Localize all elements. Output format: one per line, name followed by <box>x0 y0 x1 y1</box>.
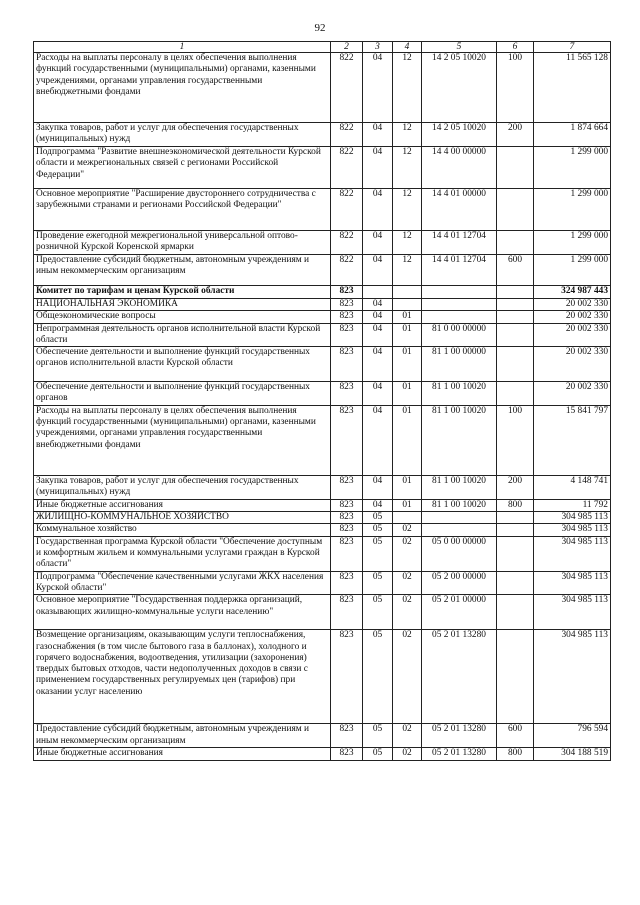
row-sum-cell: 20 002 330 <box>534 347 611 382</box>
row-rz-cell: 05 <box>363 524 393 536</box>
table-row <box>34 286 611 299</box>
col-header-rz: 3 <box>363 42 393 53</box>
row-csr-cell: 81 1 00 10020 <box>422 382 497 406</box>
table-row <box>34 123 611 147</box>
row-name-cell: Возмещение организациям, оказывающим услуги теплоснабжения, газоснабжения (в том числе бытового газа в баллонах), холодного и горячего водоснабжения, водоотведения, утилизации (захоронения) твердых бытовых отходов, части недополученных доходов в связи с применением государственных регулируемых цен (тарифов) при оказании услуг населению <box>34 630 331 724</box>
table-row <box>34 724 611 748</box>
table-row <box>34 347 611 382</box>
row-csr-cell: 81 1 00 00000 <box>422 347 497 382</box>
row-rz-cell: 04 <box>363 499 393 511</box>
row-vr-cell <box>497 231 534 255</box>
row-rz-cell: 04 <box>363 255 393 286</box>
row-csr-cell: 81 1 00 10020 <box>422 499 497 511</box>
row-name-cell: Расходы на выплаты персоналу в целях обеспечения выполнения функций государственными (муниципальными) органами, казенными учреждениями, органами управления государственными внебюджетными фондами <box>34 405 331 475</box>
row-sum-cell: 304 985 113 <box>534 512 611 524</box>
row-csr-cell: 14 4 01 12704 <box>422 255 497 286</box>
row-csr-cell: 14 4 01 00000 <box>422 189 497 231</box>
col-header-vr: 6 <box>497 42 534 53</box>
row-name-cell: Подпрограмма "Обеспечение качественными услугами ЖКХ населения Курской области" <box>34 571 331 595</box>
row-vr-cell: 600 <box>497 724 534 748</box>
table-row <box>34 499 611 511</box>
table-row <box>34 255 611 286</box>
table-row <box>34 323 611 347</box>
row-name-cell: Коммунальное хозяйство <box>34 524 331 536</box>
row-name-cell: Государственная программа Курской области "Обеспечение доступным и комфортным жильем и коммунальными услугами граждан в Курской области" <box>34 536 331 571</box>
row-vr-cell: 800 <box>497 748 534 761</box>
row-pr-cell: 12 <box>393 189 422 231</box>
row-pr-cell: 02 <box>393 536 422 571</box>
row-csr-cell: 14 2 05 10020 <box>422 53 497 123</box>
row-pr-cell <box>393 299 422 311</box>
row-sum-cell: 20 002 330 <box>534 382 611 406</box>
row-sum-cell: 1 299 000 <box>534 255 611 286</box>
row-gr-cell: 823 <box>331 536 363 571</box>
row-sum-cell: 1 299 000 <box>534 147 611 189</box>
row-gr-cell: 823 <box>331 630 363 724</box>
row-pr-cell: 12 <box>393 53 422 123</box>
row-name-cell: Иные бюджетные ассигнования <box>34 499 331 511</box>
row-pr-cell: 01 <box>393 405 422 475</box>
row-sum-cell: 304 985 113 <box>534 536 611 571</box>
row-vr-cell <box>497 323 534 347</box>
table-row <box>34 53 611 123</box>
row-csr-cell: 14 4 00 00000 <box>422 147 497 189</box>
row-gr-cell: 823 <box>331 499 363 511</box>
row-pr-cell: 12 <box>393 255 422 286</box>
row-vr-cell: 200 <box>497 123 534 147</box>
row-gr-cell: 823 <box>331 323 363 347</box>
row-sum-cell: 1 874 664 <box>534 123 611 147</box>
table-row <box>34 405 611 475</box>
row-name-cell: Основное мероприятие "Расширение двустороннего сотрудничества с зарубежными странами и регионами Российской Федерации" <box>34 189 331 231</box>
row-vr-cell <box>497 571 534 595</box>
col-header-pr: 4 <box>393 42 422 53</box>
row-csr-cell: 05 2 00 00000 <box>422 571 497 595</box>
row-name-cell: Предоставление субсидий бюджетным, автономным учреждениям и иным некоммерческим организациям <box>34 255 331 286</box>
row-pr-cell: 02 <box>393 748 422 761</box>
row-gr-cell: 822 <box>331 189 363 231</box>
row-csr-cell <box>422 299 497 311</box>
row-pr-cell: 12 <box>393 123 422 147</box>
table-row <box>34 189 611 231</box>
row-rz-cell: 05 <box>363 630 393 724</box>
row-gr-cell: 823 <box>331 405 363 475</box>
row-name-cell: Основное мероприятие "Государственная поддержка организаций, оказывающих жилищно-коммунальные услуги населению" <box>34 595 331 630</box>
row-vr-cell <box>497 512 534 524</box>
row-name-cell: Обеспечение деятельности и выполнение функций государственных органов <box>34 382 331 406</box>
row-name-cell: Обеспечение деятельности и выполнение функций государственных органов исполнительной власти Курской области <box>34 347 331 382</box>
row-vr-cell <box>497 382 534 406</box>
row-gr-cell: 823 <box>331 347 363 382</box>
row-gr-cell: 823 <box>331 748 363 761</box>
row-gr-cell: 823 <box>331 286 363 299</box>
table-row <box>34 231 611 255</box>
table-row <box>34 595 611 630</box>
row-vr-cell <box>497 595 534 630</box>
row-rz-cell: 04 <box>363 299 393 311</box>
row-vr-cell: 200 <box>497 475 534 499</box>
page-number: 92 <box>314 22 326 34</box>
row-pr-cell: 01 <box>393 347 422 382</box>
row-pr-cell: 02 <box>393 724 422 748</box>
row-csr-cell: 81 1 00 10020 <box>422 405 497 475</box>
row-csr-cell: 81 1 00 10020 <box>422 475 497 499</box>
row-name-cell: ЖИЛИЩНО-КОММУНАЛЬНОЕ ХОЗЯЙСТВО <box>34 512 331 524</box>
row-pr-cell: 01 <box>393 323 422 347</box>
table-row <box>34 382 611 406</box>
row-vr-cell <box>497 189 534 231</box>
row-pr-cell <box>393 286 422 299</box>
row-vr-cell <box>497 299 534 311</box>
row-vr-cell <box>497 536 534 571</box>
row-pr-cell: 01 <box>393 311 422 323</box>
row-csr-cell: 14 4 01 12704 <box>422 231 497 255</box>
table-row <box>34 536 611 571</box>
row-vr-cell <box>497 347 534 382</box>
row-rz-cell: 04 <box>363 189 393 231</box>
row-sum-cell: 304 985 113 <box>534 524 611 536</box>
row-sum-cell: 11 792 <box>534 499 611 511</box>
row-sum-cell: 20 002 330 <box>534 299 611 311</box>
row-rz-cell: 05 <box>363 536 393 571</box>
row-gr-cell: 822 <box>331 231 363 255</box>
row-rz-cell: 04 <box>363 53 393 123</box>
row-csr-cell <box>422 286 497 299</box>
row-name-cell: Расходы на выплаты персоналу в целях обеспечения выполнения функций государственными (муниципальными) органами, казенными учреждениями, органами управления государственными внебюджетными фондами <box>34 53 331 123</box>
row-csr-cell <box>422 512 497 524</box>
row-pr-cell: 01 <box>393 475 422 499</box>
row-csr-cell: 05 2 01 00000 <box>422 595 497 630</box>
row-name-cell: Непрограммная деятельность органов исполнительной власти Курской области <box>34 323 331 347</box>
row-pr-cell: 12 <box>393 231 422 255</box>
header-row <box>34 42 611 53</box>
row-name-cell: Закупка товаров, работ и услуг для обеспечения государственных (муниципальных) нужд <box>34 123 331 147</box>
row-csr-cell: 05 0 00 00000 <box>422 536 497 571</box>
row-vr-cell: 600 <box>497 255 534 286</box>
row-rz-cell: 04 <box>363 323 393 347</box>
row-sum-cell: 15 841 797 <box>534 405 611 475</box>
row-vr-cell: 800 <box>497 499 534 511</box>
row-sum-cell: 4 148 741 <box>534 475 611 499</box>
col-header-name: 1 <box>34 42 331 53</box>
row-rz-cell: 04 <box>363 405 393 475</box>
row-gr-cell: 823 <box>331 475 363 499</box>
table-row <box>34 299 611 311</box>
row-gr-cell: 823 <box>331 382 363 406</box>
row-sum-cell: 304 985 113 <box>534 595 611 630</box>
table-row <box>34 524 611 536</box>
row-rz-cell: 05 <box>363 748 393 761</box>
row-rz-cell: 04 <box>363 147 393 189</box>
row-csr-cell <box>422 311 497 323</box>
row-gr-cell: 823 <box>331 512 363 524</box>
table-row <box>34 571 611 595</box>
row-gr-cell: 823 <box>331 571 363 595</box>
row-pr-cell: 02 <box>393 524 422 536</box>
row-rz-cell: 05 <box>363 595 393 630</box>
table-row <box>34 512 611 524</box>
row-sum-cell: 304 188 519 <box>534 748 611 761</box>
row-sum-cell: 1 299 000 <box>534 189 611 231</box>
row-gr-cell: 822 <box>331 123 363 147</box>
row-pr-cell: 01 <box>393 499 422 511</box>
row-gr-cell: 823 <box>331 595 363 630</box>
table-row <box>34 475 611 499</box>
row-pr-cell: 02 <box>393 630 422 724</box>
row-rz-cell: 04 <box>363 231 393 255</box>
row-gr-cell: 823 <box>331 311 363 323</box>
row-name-cell: Проведение ежегодной межрегиональной универсальной оптово-розничной Курской Коренской ярмарки <box>34 231 331 255</box>
row-pr-cell <box>393 512 422 524</box>
row-gr-cell: 823 <box>331 724 363 748</box>
row-name-cell: Общеэкономические вопросы <box>34 311 331 323</box>
row-rz-cell: 05 <box>363 724 393 748</box>
row-rz-cell: 04 <box>363 347 393 382</box>
row-sum-cell: 304 985 113 <box>534 571 611 595</box>
row-vr-cell <box>497 311 534 323</box>
row-csr-cell: 14 2 05 10020 <box>422 123 497 147</box>
row-gr-cell: 823 <box>331 524 363 536</box>
col-header-csr: 5 <box>422 42 497 53</box>
row-vr-cell: 100 <box>497 53 534 123</box>
row-rz-cell: 04 <box>363 311 393 323</box>
row-sum-cell: 20 002 330 <box>534 311 611 323</box>
row-vr-cell <box>497 286 534 299</box>
row-name-cell: Подпрограмма "Развитие внешнеэкономической деятельности Курской области и межрегиональных связей с регионами Российской Федерации" <box>34 147 331 189</box>
row-sum-cell: 20 002 330 <box>534 323 611 347</box>
row-vr-cell <box>497 630 534 724</box>
row-gr-cell: 822 <box>331 255 363 286</box>
row-gr-cell: 822 <box>331 53 363 123</box>
row-vr-cell: 100 <box>497 405 534 475</box>
budget-table <box>33 41 611 761</box>
row-rz-cell: 04 <box>363 475 393 499</box>
col-header-sum: 7 <box>534 42 611 53</box>
row-vr-cell <box>497 147 534 189</box>
row-gr-cell: 822 <box>331 147 363 189</box>
table-row <box>34 311 611 323</box>
row-sum-cell: 304 985 113 <box>534 630 611 724</box>
row-csr-cell: 81 0 00 00000 <box>422 323 497 347</box>
row-sum-cell: 796 594 <box>534 724 611 748</box>
table-row <box>34 147 611 189</box>
row-rz-cell: 04 <box>363 382 393 406</box>
row-csr-cell <box>422 524 497 536</box>
row-pr-cell: 12 <box>393 147 422 189</box>
row-name-cell: Комитет по тарифам и ценам Курской области <box>34 286 331 299</box>
row-sum-cell: 11 565 128 <box>534 53 611 123</box>
row-name-cell: Иные бюджетные ассигнования <box>34 748 331 761</box>
row-rz-cell: 04 <box>363 123 393 147</box>
row-name-cell: Предоставление субсидий бюджетным, автономным учреждениям и иным некоммерческим организациям <box>34 724 331 748</box>
row-pr-cell: 01 <box>393 382 422 406</box>
row-gr-cell: 823 <box>331 299 363 311</box>
row-vr-cell <box>497 524 534 536</box>
row-csr-cell: 05 2 01 13280 <box>422 724 497 748</box>
row-rz-cell: 05 <box>363 571 393 595</box>
row-rz-cell: 05 <box>363 512 393 524</box>
row-sum-cell: 1 299 000 <box>534 231 611 255</box>
row-rz-cell <box>363 286 393 299</box>
col-header-gr: 2 <box>331 42 363 53</box>
row-name-cell: НАЦИОНАЛЬНАЯ ЭКОНОМИКА <box>34 299 331 311</box>
row-pr-cell: 02 <box>393 571 422 595</box>
row-csr-cell: 05 2 01 13280 <box>422 748 497 761</box>
row-sum-cell: 324 987 443 <box>534 286 611 299</box>
table-row <box>34 630 611 724</box>
row-csr-cell: 05 2 01 13280 <box>422 630 497 724</box>
table-row <box>34 748 611 761</box>
row-pr-cell: 02 <box>393 595 422 630</box>
row-name-cell: Закупка товаров, работ и услуг для обеспечения государственных (муниципальных) нужд <box>34 475 331 499</box>
